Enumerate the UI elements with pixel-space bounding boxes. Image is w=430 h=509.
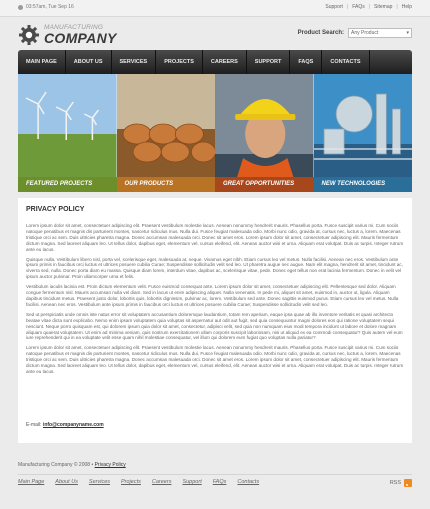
footer-nav	[18, 479, 259, 485]
nav-item-main-page[interactable]: MAIN PAGE	[18, 50, 66, 74]
main-nav	[18, 50, 412, 74]
footer-link-faqs[interactable]: FAQs	[212, 479, 227, 485]
banner-caption: FEATURED PROJECTS	[18, 177, 117, 192]
top-link-help[interactable]: Help	[401, 4, 412, 10]
nav-item-projects[interactable]: PROJECTS	[156, 50, 203, 74]
nav-item-faqs[interactable]: FAQS	[290, 50, 322, 74]
wind-turbines-image	[18, 74, 117, 177]
page-title: PRIVACY POLICY	[26, 206, 85, 213]
footer-link-contacts[interactable]: Contacts	[237, 479, 260, 485]
separator: |	[368, 4, 371, 10]
paragraph: Quisque nulla. Vestibulum libero nisl, porta vel, scelerisque eget, malesuada at, neque. Vivamus eget nibh. Etiam cursus leo vel metus. Nulla facilisi. Aenean nec eros. Vestibulum ante ipsum primis in faucibus orci luctus et ultrices posuere cubilia Curae; Suspendisse sollicitudin velit sed leo. Ut pharetra augue nec augue. Nam elit magna, hendrerit sit amet, tincidunt ac, viverra sed, nulla. Donec porta diam eu massa. Quisque diam lorem, interdum vitae, dapibus ac, scelerisque vitae, pede. Donec eget tellus non erat lacinia fermentum. Donec in velit vel ipsum auctor pulvinar. Proin ullamcorper urna et felis.	[26, 256, 403, 280]
banner-featured-projects[interactable]	[18, 74, 117, 192]
nav-item-services[interactable]: SERVICES	[112, 50, 157, 74]
footer-link-support[interactable]: Support	[182, 479, 202, 485]
nav-item-support[interactable]: SUPPORT	[247, 50, 291, 74]
paragraph: Lorem ipsum dolor sit amet, consectetuer adipiscing elit. Praesent vestibulum molestie lacus. Aenean nonummy hendrerit mauris. Phasellus porta. Fusce suscipit varius mi. Cum sociis natoque penatibus et magnis dis parturient montes, nascetur ridiculus mus. Nulla dui. Fusce feugiat malesuada odio. Morbi nunc odio, gravida at, cursus nec, luctus a, lorem. Maecenas tristique orci ac sem. Duis ultricies pharetra magna. Donec accumsan malesuada orci. Donec sit amet eros. Lorem ipsum dolor sit amet, consectetuer adipiscing elit. Mauris fermentum dictum magna. Sed laoreet aliquam leo. Ut tellus dolor, dapibus eget, elementum vel, cursus eleifend, elit. Aenean auctor wisi et urna. Aliquam erat volutpat. Duis ac turpis. Integer rutrum ante eu lacus.	[26, 223, 404, 252]
top-links	[325, 4, 412, 10]
banner-caption: GREAT OPPORTUNITIES	[215, 177, 314, 192]
email-line	[26, 422, 104, 428]
datetime	[18, 4, 74, 10]
logo-tagline: MANUFACTURING	[44, 23, 104, 31]
logo-name: COMPANY	[44, 30, 117, 47]
footer-divider	[18, 474, 412, 475]
nav-item-careers[interactable]: CAREERS	[203, 50, 247, 74]
privacy-policy-link[interactable]: Privacy Policy	[94, 462, 126, 468]
banner-new-technologies[interactable]	[314, 74, 413, 192]
product-search-select[interactable]	[348, 28, 412, 38]
gear-logo-icon	[18, 24, 40, 46]
engineer-hardhat-image	[215, 74, 314, 177]
policy-text	[26, 223, 404, 379]
nav-item-about-us[interactable]: ABOUT US	[66, 50, 112, 74]
copyright-text: Manufacturing Company © 2008 •	[18, 462, 94, 468]
banner-great-opportunities[interactable]	[215, 74, 314, 192]
paragraph: Lorem ipsum dolor sit amet, consectetuer adipiscing elit. Praesent vestibulum molestie lacus. Aenean nonummy hendrerit mauris. Phasellus porta. Fusce suscipit varius mi. Cum sociis natoque penatibus et magnis dis parturient montes, nascetur ridiculus mus. Nulla dui. Fusce feugiat malesuada odio. Morbi nunc odio, gravida at, cursus nec, luctus a, lorem. Maecenas tristique orci ac sem. Duis ultricies pharetra magna. Donec accumsan malesuada orci. Donec sit amet eros. Lorem ipsum dolor sit amet, consectetuer adipiscing elit. Mauris fermentum dictum magna. Sed laoreet aliquam leo. Ut tellus dolor, dapibus eget, elementum vel, cursus eleifend, elit. Aenean auctor wisi et urna. Aliquam erat volutpat. Duis ac turpis. Integer rutrum ante eu lacus.	[26, 345, 404, 374]
footer-link-projects[interactable]: Projects	[121, 479, 141, 485]
banner-strip	[18, 74, 412, 192]
product-search-value: Any Product	[351, 30, 379, 36]
email-label: E-mail:	[26, 422, 42, 428]
refinery-image	[314, 74, 413, 177]
separator: |	[346, 4, 349, 10]
chevron-down-icon: ▾	[406, 30, 409, 36]
top-link-sitemap[interactable]: Sitemap	[374, 4, 393, 10]
footer-link-about-us[interactable]: About Us	[55, 479, 78, 485]
paragraph: Vestibulum iaculis lacinia est. Proin dictum elementum velit. Fusce euismod consequat ante. Lorem ipsum dolor sit amet, consectetuer adipiscing elit. Pellentesque sed dolor. Aliquam congue fermentum nisl. Mauris accumsan nulla vel diam. Sed in lacus ut enim adipiscing aliquet. Nulla venenatis. In pede mi, aliquet sit amet, euismod in, auctor ut, ligula. Aliquam dapibus tincidunt metus. Praesent justo dolor, lobortis quis, lobortis dignissim, pulvinar ac, lorem. Vestibulum sed ante. Donec sagittis euismod purus. Etiam cursus leo vel metus. Nulla facilisi. Aenean nec eros. Vestibulum ante ipsum primis in faucibus orci luctus et ultrices posuere cubilia Curae; Suspendisse sollicitudin velit sed leo.	[26, 284, 399, 307]
paragraph: Sed ut perspiciatis unde omnis iste natus error sit voluptatem accusantium doloremque laudantium, totam rem aperiam, eaque ipsa quae ab illo inventore veritatis et quasi architecto beatae vitae dicta sunt explicabo. Nemo enim ipsam voluptatem quia voluptas sit aspernatur aut odit aut fugit, sed quia consequuntur magni dolores eos qui ratione voluptatem sequi nesciunt. Neque porro quisquam est, qui dolorem ipsum quia dolor sit amet, consectetur, adipisci velit, sed quia non numquam eius modi tempora incidunt ut labore et dolore magnam aliquam quaerat voluptatem. Ut enim ad minima veniam, quis nostrum exercitationem ullam corporis suscipit laboriosam, nisi ut aliquid ex ea commodi consequatur? Quis autem vel eum iure reprehenderit qui in ea voluptate velit esse quam nihil molestiae consequatur, vel illum qui dolorem eum fugiat quo voluptas nulla pariatur?	[26, 311, 403, 341]
nav-item-contacts[interactable]: CONTACTS	[322, 50, 369, 74]
top-link-faqs[interactable]: FAQs	[352, 4, 365, 10]
rss-link[interactable]	[390, 479, 412, 487]
copper-coils-image	[117, 74, 216, 177]
company-logo[interactable]	[18, 24, 117, 46]
product-search	[298, 28, 412, 38]
product-search-label: Product Search:	[297, 30, 344, 36]
footer-link-main-page[interactable]: Main Page	[18, 479, 45, 485]
rss-label: RSS	[389, 480, 401, 486]
banner-our-products[interactable]	[117, 74, 216, 192]
footer-link-services[interactable]: Services	[88, 479, 111, 485]
clock-icon	[18, 5, 23, 10]
copyright	[18, 462, 126, 468]
top-bar	[0, 0, 430, 17]
banner-caption: NEW TECHNOLOGIES	[314, 177, 413, 192]
content-panel	[18, 198, 412, 443]
email-link[interactable]: info@companyname.com	[42, 422, 104, 428]
banner-caption: OUR PRODUCTS	[117, 177, 216, 192]
separator: |	[396, 4, 398, 10]
top-link-support[interactable]: Support	[325, 4, 343, 10]
footer-link-careers[interactable]: Careers	[151, 479, 172, 485]
rss-icon	[404, 479, 412, 487]
datetime-text: 03:57am, Tue Sep 16	[26, 4, 74, 10]
